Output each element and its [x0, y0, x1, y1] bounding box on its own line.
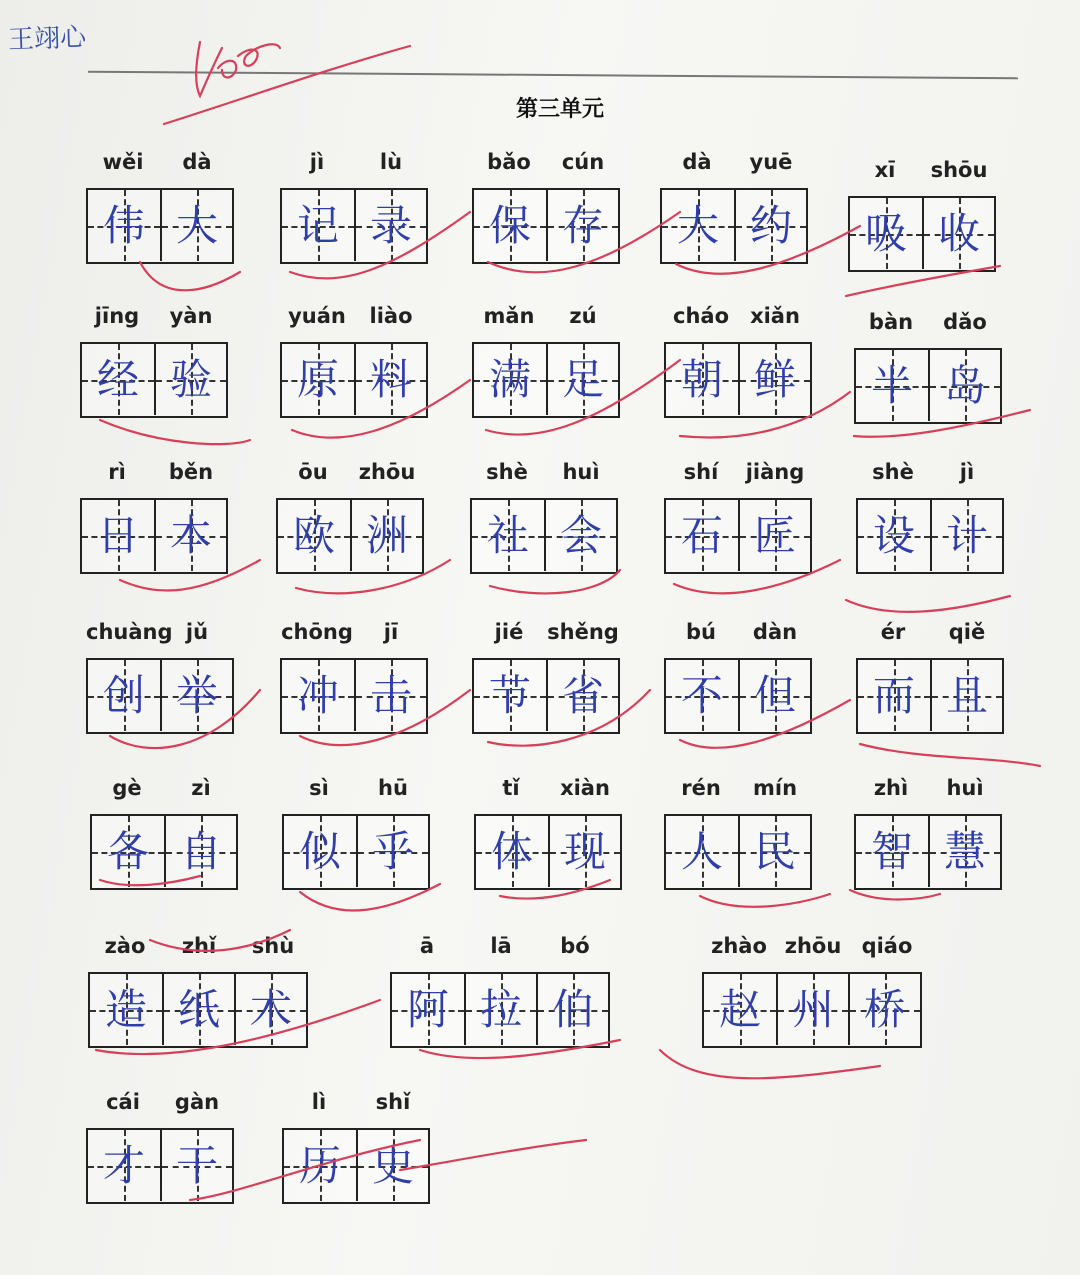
handwritten-char: 且: [945, 670, 988, 720]
student-name: 王翊心: [7, 22, 87, 56]
tianzige-cell: [734, 190, 806, 261]
pinyin-syllable: bàn: [868, 310, 914, 334]
tianzige-cell: [704, 974, 776, 1045]
tianzige-cell: [858, 660, 930, 731]
handwritten-char: 慧: [943, 826, 986, 876]
tianzige-cell: [474, 190, 546, 261]
handwritten-char: 干: [175, 1140, 218, 1190]
tianzige-cell: [354, 344, 426, 415]
tianzige-cell: [92, 816, 164, 887]
handwritten-char: 省: [561, 670, 604, 720]
pinyin-syllable: chuàng: [86, 620, 173, 644]
pinyin-syllable: rén: [681, 776, 721, 800]
tianzige-boxes: [470, 498, 618, 574]
handwritten-char: 各: [106, 826, 149, 876]
tianzige-cell: [666, 816, 738, 887]
tianzige-cell: [82, 344, 154, 415]
handwritten-char: 鲜: [753, 354, 796, 404]
tianzige-cell: [356, 816, 428, 887]
handwritten-char: 现: [563, 826, 606, 876]
tianzige-cell: [464, 974, 536, 1045]
tianzige-boxes: [280, 188, 428, 264]
pinyin-syllable: cháo: [673, 304, 729, 328]
tianzige-cell: [666, 660, 738, 731]
tianzige-cell: [82, 500, 154, 571]
handwritten-char: 乎: [371, 826, 414, 876]
pinyin-syllable: wěi: [102, 150, 144, 174]
handwritten-char: 民: [753, 826, 796, 876]
tianzige-cell: [548, 816, 620, 887]
pinyin-syllable: shōu: [930, 158, 988, 182]
tianzige-cell: [666, 344, 738, 415]
tianzige-cell: [776, 974, 848, 1045]
tianzige-boxes: [664, 498, 812, 574]
handwritten-char: 原: [296, 354, 339, 404]
handwritten-char: 吸: [864, 208, 907, 258]
tianzige-cell: [922, 198, 994, 269]
tianzige-cell: [856, 350, 928, 421]
handwritten-char: 体: [490, 826, 533, 876]
tianzige-boxes: [856, 498, 1004, 574]
tianzige-cell: [392, 974, 464, 1045]
tianzige-boxes: [80, 498, 228, 574]
tianzige-cell: [848, 974, 920, 1045]
handwritten-char: 料: [369, 354, 412, 404]
tianzige-cell: [350, 500, 422, 571]
handwritten-char: 击: [369, 670, 412, 720]
pinyin-syllable: huì: [562, 460, 600, 484]
handwritten-char: 纸: [177, 984, 220, 1034]
handwritten-char: 匠: [753, 510, 796, 560]
pinyin-syllable: jì: [309, 150, 325, 174]
tianzige-cell: [162, 974, 234, 1045]
pinyin-syllable: běn: [168, 460, 214, 484]
pinyin-syllable: liào: [369, 304, 413, 328]
tianzige-cell: [474, 660, 546, 731]
tianzige-cell: [850, 198, 922, 269]
handwritten-char: 石: [680, 510, 723, 560]
handwritten-char: 保: [488, 200, 531, 250]
handwritten-char: 阿: [406, 984, 449, 1034]
pinyin-syllable: zhǐ: [181, 934, 217, 958]
pinyin-syllable: xiàn: [560, 776, 610, 800]
handwritten-char: 但: [753, 670, 796, 720]
pinyin-syllable: ér: [880, 620, 906, 644]
tianzige-cell: [90, 974, 162, 1045]
tianzige-boxes: [664, 814, 812, 890]
handwritten-char: 验: [169, 354, 212, 404]
handwritten-char: 满: [488, 354, 531, 404]
tianzige-boxes: [86, 188, 234, 264]
tianzige-cell: [154, 344, 226, 415]
pinyin-syllable: ā: [419, 934, 435, 958]
handwritten-char: 经: [96, 354, 139, 404]
tianzige-cell: [160, 1130, 232, 1201]
handwritten-char: 人: [680, 826, 723, 876]
tianzige-boxes: [702, 972, 922, 1048]
handwritten-char: 存: [561, 200, 604, 250]
tianzige-cell: [278, 500, 350, 571]
pinyin-syllable: jīng: [94, 304, 140, 328]
tianzige-cell: [472, 500, 544, 571]
handwritten-char: 本: [169, 510, 212, 560]
tianzige-cell: [666, 500, 738, 571]
pinyin-syllable: bó: [560, 934, 590, 958]
pinyin-syllable: yàn: [169, 304, 213, 328]
pinyin-syllable: jiàng: [745, 460, 805, 484]
tianzige-cell: [536, 974, 608, 1045]
tianzige-boxes: [276, 498, 424, 574]
pinyin-syllable: cái: [106, 1090, 140, 1114]
tianzige-cell: [354, 660, 426, 731]
tianzige-cell: [160, 660, 232, 731]
pinyin-syllable: jī: [383, 620, 399, 644]
tianzige-boxes: [474, 814, 622, 890]
pinyin-syllable: hū: [378, 776, 408, 800]
tianzige-cell: [858, 500, 930, 571]
pinyin-syllable: dàn: [752, 620, 798, 644]
tianzige-cell: [154, 500, 226, 571]
handwritten-char: 创: [102, 670, 145, 720]
pinyin-syllable: lā: [490, 934, 512, 958]
tianzige-cell: [88, 190, 160, 261]
tianzige-cell: [930, 660, 1002, 731]
handwritten-char: 朝: [680, 354, 723, 404]
handwritten-char: 社: [486, 510, 529, 560]
handwritten-char: 似: [298, 826, 341, 876]
tianzige-cell: [284, 816, 356, 887]
handwritten-char: 伯: [551, 984, 594, 1034]
tianzige-cell: [476, 816, 548, 887]
pinyin-syllable: shù: [251, 934, 295, 958]
pinyin-syllable: lì: [311, 1090, 327, 1114]
handwritten-char: 赵: [718, 984, 761, 1034]
pinyin-syllable: chōng: [281, 620, 353, 644]
pinyin-syllable: sì: [309, 776, 329, 800]
tianzige-cell: [354, 190, 426, 261]
tianzige-boxes: [282, 814, 430, 890]
pinyin-syllable: shè: [486, 460, 528, 484]
tianzige-boxes: [664, 342, 812, 418]
pinyin-syllable: tǐ: [502, 776, 520, 800]
tianzige-boxes: [660, 188, 808, 264]
pinyin-syllable: qiáo: [861, 934, 913, 958]
handwritten-char: 而: [872, 670, 915, 720]
handwritten-char: 日: [96, 510, 139, 560]
pinyin-syllable: yuán: [288, 304, 346, 328]
pinyin-syllable: cún: [561, 150, 605, 174]
pinyin-syllable: gè: [112, 776, 142, 800]
pinyin-syllable: shè: [872, 460, 914, 484]
tianzige-boxes: [80, 342, 228, 418]
pinyin-syllable: shǐ: [375, 1090, 411, 1114]
handwritten-char: 智: [870, 826, 913, 876]
pinyin-syllable: shí: [683, 460, 719, 484]
handwritten-char: 冲: [296, 670, 339, 720]
pinyin-syllable: xiǎn: [750, 304, 800, 328]
pinyin-syllable: bú: [686, 620, 716, 644]
tianzige-cell: [284, 1130, 356, 1201]
tianzige-cell: [738, 660, 810, 731]
pinyin-syllable: mǎn: [483, 304, 535, 328]
pinyin-syllable: jì: [959, 460, 975, 484]
pinyin-syllable: jǔ: [185, 620, 209, 644]
handwritten-char: 造: [104, 984, 147, 1034]
tianzige-boxes: [280, 658, 428, 734]
tianzige-cell: [546, 190, 618, 261]
handwritten-char: 才: [102, 1140, 145, 1190]
handwritten-char: 术: [249, 984, 292, 1034]
pinyin-syllable: zhào: [711, 934, 767, 958]
tianzige-cell: [930, 500, 1002, 571]
tianzige-cell: [544, 500, 616, 571]
handwritten-char: 岛: [943, 360, 986, 410]
tianzige-cell: [234, 974, 306, 1045]
pinyin-syllable: xī: [874, 158, 896, 182]
tianzige-boxes: [472, 188, 620, 264]
tianzige-cell: [662, 190, 734, 261]
tianzige-cell: [88, 1130, 160, 1201]
tianzige-boxes: [86, 658, 234, 734]
tianzige-cell: [356, 1130, 428, 1201]
handwritten-char: 伟: [102, 200, 145, 250]
tianzige-boxes: [86, 1128, 234, 1204]
handwritten-char: 举: [175, 670, 218, 720]
handwritten-char: 记: [296, 200, 339, 250]
handwritten-char: 足: [561, 354, 604, 404]
header-rule: [88, 71, 1018, 79]
tianzige-cell: [88, 660, 160, 731]
pinyin-syllable: shěng: [547, 620, 619, 644]
tianzige-cell: [738, 816, 810, 887]
pinyin-syllable: zú: [569, 304, 597, 328]
handwritten-char: 约: [749, 200, 792, 250]
handwritten-char: 大: [676, 200, 719, 250]
handwritten-char: 州: [791, 984, 834, 1034]
tianzige-boxes: [280, 342, 428, 418]
tianzige-cell: [282, 660, 354, 731]
handwritten-char: 洲: [365, 510, 408, 560]
tianzige-cell: [738, 500, 810, 571]
tianzige-cell: [928, 350, 1000, 421]
pinyin-syllable: qiě: [948, 620, 986, 644]
tianzige-boxes: [848, 196, 996, 272]
handwritten-char: 收: [937, 208, 980, 258]
pinyin-syllable: lù: [379, 150, 403, 174]
handwritten-char: 拉: [479, 984, 522, 1034]
handwritten-char: 录: [369, 200, 412, 250]
handwritten-char: 半: [870, 360, 913, 410]
tianzige-cell: [546, 344, 618, 415]
handwritten-char: 历: [298, 1140, 341, 1190]
tianzige-boxes: [472, 658, 620, 734]
tianzige-boxes: [856, 658, 1004, 734]
handwritten-char: 欧: [292, 510, 335, 560]
tianzige-boxes: [390, 972, 610, 1048]
tianzige-boxes: [90, 814, 238, 890]
tianzige-boxes: [854, 348, 1002, 424]
handwritten-char: 节: [488, 670, 531, 720]
handwritten-char: 会: [559, 510, 602, 560]
tianzige-cell: [546, 660, 618, 731]
pinyin-syllable: dǎo: [943, 310, 987, 334]
handwritten-char: 自: [179, 826, 222, 876]
tianzige-boxes: [282, 1128, 430, 1204]
pinyin-syllable: dà: [182, 150, 212, 174]
pinyin-syllable: huì: [946, 776, 984, 800]
pinyin-syllable: ōu: [298, 460, 328, 484]
pinyin-syllable: dà: [682, 150, 712, 174]
handwritten-char: 大: [175, 200, 218, 250]
tianzige-cell: [474, 344, 546, 415]
pinyin-syllable: zhōu: [784, 934, 842, 958]
handwritten-char: 桥: [863, 984, 906, 1034]
tianzige-boxes: [472, 342, 620, 418]
tianzige-boxes: [854, 814, 1002, 890]
handwritten-char: 史: [371, 1140, 414, 1190]
tianzige-cell: [738, 344, 810, 415]
tianzige-cell: [928, 816, 1000, 887]
tianzige-cell: [160, 190, 232, 261]
unit-title: 第三单元: [515, 97, 604, 122]
handwritten-char: 计: [945, 510, 988, 560]
tianzige-cell: [164, 816, 236, 887]
pinyin-syllable: yuē: [749, 150, 793, 174]
handwritten-char: 设: [872, 510, 915, 560]
pinyin-syllable: mín: [752, 776, 798, 800]
tianzige-cell: [282, 190, 354, 261]
pinyin-syllable: rì: [108, 460, 126, 484]
pinyin-syllable: jié: [494, 620, 524, 644]
tianzige-boxes: [88, 972, 308, 1048]
pinyin-syllable: zhì: [873, 776, 909, 800]
pinyin-syllable: bǎo: [487, 150, 531, 174]
tianzige-boxes: [664, 658, 812, 734]
tianzige-cell: [282, 344, 354, 415]
tianzige-cell: [856, 816, 928, 887]
pinyin-syllable: gàn: [174, 1090, 220, 1114]
pinyin-syllable: zì: [191, 776, 211, 800]
pinyin-syllable: zhōu: [358, 460, 416, 484]
handwritten-char: 不: [680, 670, 723, 720]
pinyin-syllable: zào: [104, 934, 146, 958]
